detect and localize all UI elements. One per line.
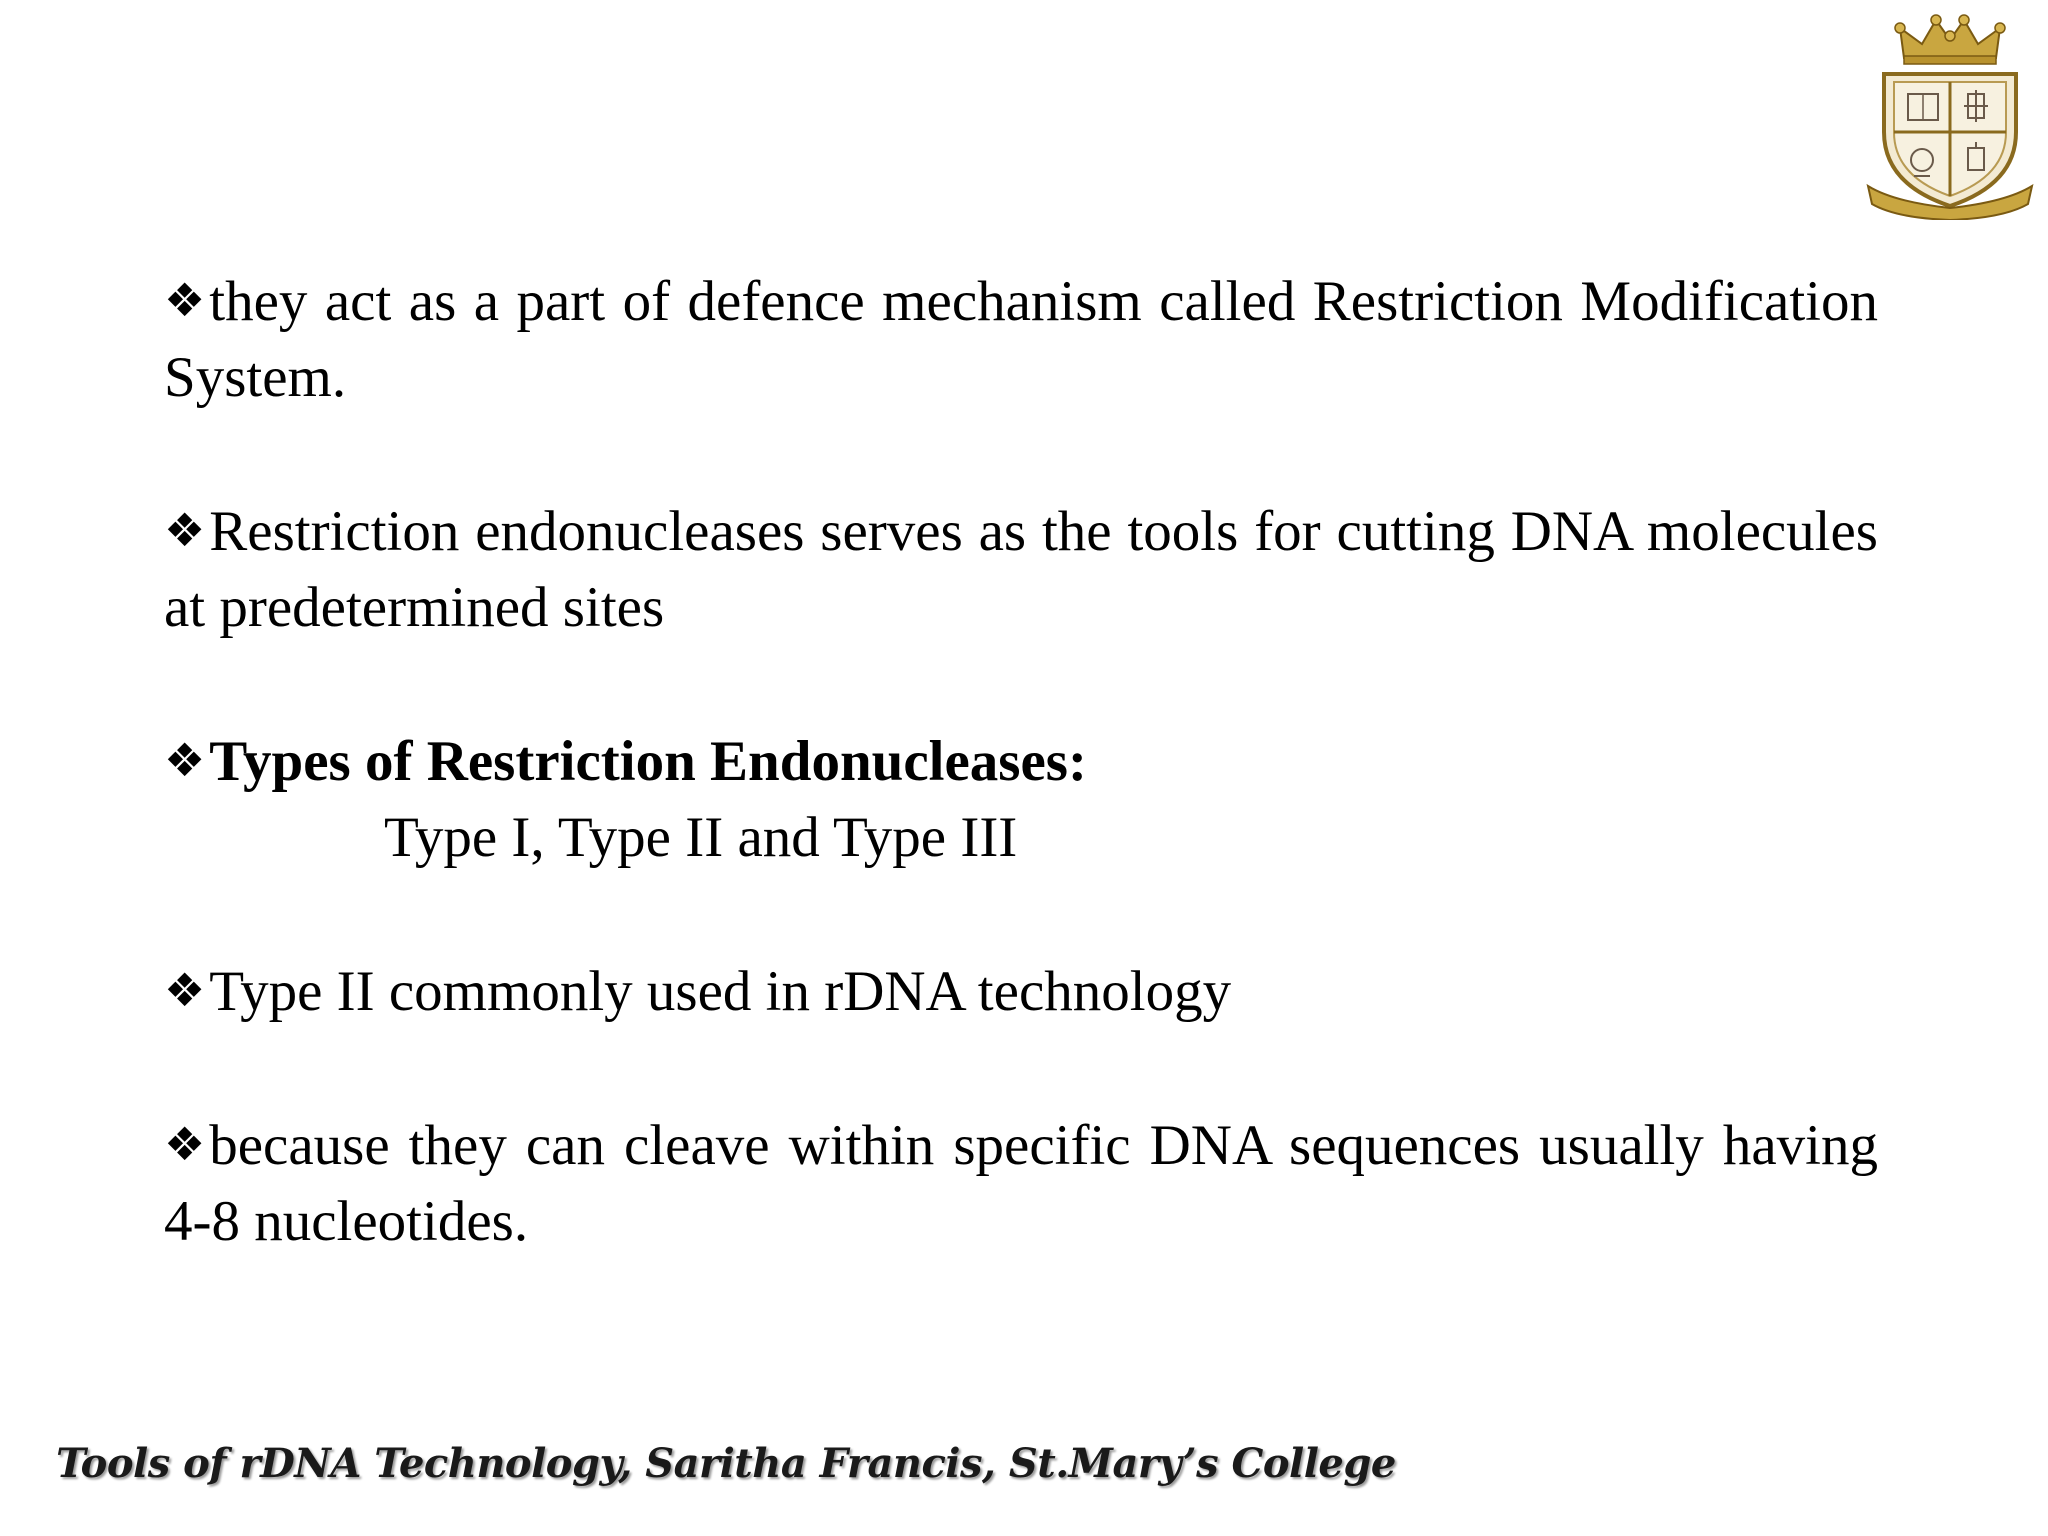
diamond-bullet-icon: ❖: [164, 503, 206, 557]
diamond-bullet-icon: ❖: [164, 273, 206, 327]
slide-content: [164, 262, 1878, 1260]
bullet-text: because they can cleave within specific DNA sequences usually having 4-8 nucleotides.: [164, 1114, 1878, 1253]
bullet-item-types-heading: [164, 722, 1878, 876]
slide-footer: Tools of rDNA Technology, Saritha Francis, St.Mary’s College: [56, 1440, 1396, 1487]
bullet-text: Restriction endonucleases serves as the tools for cutting DNA molecules at predetermined sites: [164, 500, 1878, 639]
types-heading: Types of Restriction Endonucleases:: [209, 730, 1087, 793]
diamond-bullet-icon: ❖: [164, 1117, 206, 1171]
bullet-item-defence-mechanism: [164, 262, 1878, 416]
bullet-item-cleave-reason: [164, 1106, 1878, 1260]
college-crest-icon: [1864, 14, 2036, 220]
bullet-text: they act as a part of defence mechanism called Restriction Modification System.: [164, 270, 1878, 409]
bullet-item-cutting-tools: [164, 492, 1878, 646]
diamond-bullet-icon: ❖: [164, 963, 206, 1017]
bullet-text: Type II commonly used in rDNA technology: [209, 960, 1232, 1023]
bullet-item-type-ii-usage: [164, 952, 1878, 1030]
types-list: Type I, Type II and Type III: [384, 806, 1018, 869]
diamond-bullet-icon: ❖: [164, 733, 206, 787]
